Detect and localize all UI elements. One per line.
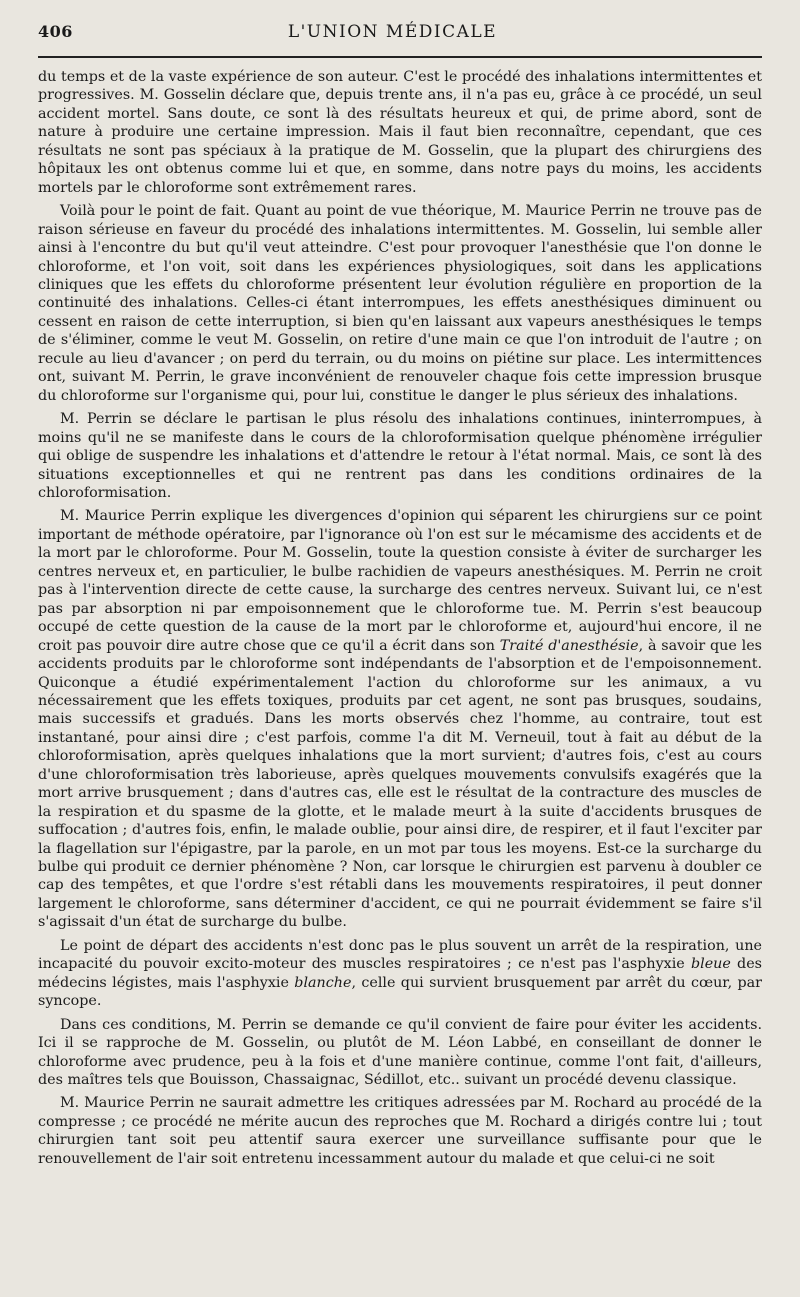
book-title: Traité d'anesthésie [499,637,639,654]
emphasis-bleue: bleue [690,956,731,973]
paragraph-text: des médecins légistes, mais l'asphyxie [38,956,762,991]
paragraph-5 [38,937,762,1011]
page-number: 406 [38,22,73,41]
paragraph-3 [38,410,762,502]
paragraph-4 [38,507,762,931]
paragraph-text: Le point de départ des accidents n'est donc pas le plus souvent un arrêt de la respiration, une incapacité du pouvoir excito-moteur des muscles respiratoires ; ce n'est pas l'asphyxie [38,937,762,973]
paragraph-text: Dans ces conditions, M. Perrin se demande ce qu'il convient de faire pour éviter les accidents. Ici il se rapproche de M. Gosselin, ou plutôt de M. Léon Labbé, en conseillant de donner le chloroforme avec prudence, peu à la fois et d'une manière continue, comme l'ont fait, d'ailleurs, des maîtres tels que Bouisson, Chassaignac, Sédillot, etc.. suivant un procédé devenu classique. [38,1016,762,1089]
running-head: L'UNION MÉDICALE [287,22,498,42]
paragraph-text: Voilà pour le point de fait. Quant au point de vue théorique, M. Maurice Perrin ne trouve pas de raison sérieuse en faveur du procédé des inhalations intermittentes. M. Gosselin, lui semble aller ainsi à l'encontre du but qu'il veut atteindre. C'est pour provoquer l'anesthésie que l'on donne le chloroforme, et l'on voit, soit dans les expériences physiologiques, soit dans les applications cliniques que les effets du chloroforme présentent leur évolution régulière en proportion de la continuité des inhalations. Celles-ci étant interrompues, les effets anesthésiques diminuent ou cessent en raison de cette interruption, si bien qu'en laissant aux vapeurs anesthésiques le temps de s'éliminer, comme le veut M. Gosselin, on retire d'une main ce que l'on introduit de l'autre ; on recule au lieu d'avancer ; on perd du terrain, ou du moins on piétine sur place. Les intermittences ont, suivant M. Perrin, le grave inconvénient de renouveler chaque fois cette impression brusque du chloroforme sur l'organisme qui, pour lui, constitue le danger le plus sérieux des inhalations. [38,203,762,404]
emphasis-blanche: blanche [294,974,352,991]
paragraph-1 [38,68,762,197]
paragraph-text: M. Perrin se déclare le partisan le plus résolu des inhalations continues, ininterrompues, à moins qu'il ne se manifeste dans le cours de la chloroformisation quelque phénomène irrégulier qui oblige de suspendre les inhalations et d'attendre le retour à l'état normal. Mais, ce sont là des situations exceptionnelles et qui ne rentrent pas dans les conditions ordinaires de la chloroformisation. [38,411,762,501]
paragraph-7 [38,1094,762,1168]
paragraph-text: , celle qui survient brusquement par arrêt du cœur, par syncope. [38,974,762,1010]
article-body [38,68,762,1168]
paragraph-text: M. Maurice Perrin explique les divergences d'opinion qui séparent les chirurgiens sur ce point important de méthode opératoire, par l'ignorance où l'on est sur le mécamisme des accidents et de la mort par le chloroforme. Pour M. Gosselin, toute la question consiste à éviter de surcharger les centres nerveux et, en particulier, le bulbe rachidien de vapeurs anesthésiques. M. Perrin ne croit pas à l'intervention directe de cette cause, la surcharge des centres nerveux. Suivant lui, ce n'est pas par absorption ni par empoisonnement que le chloroforme tue. M. Perrin s'est beaucoup occupé de cette question de la cause de la mort par le chloroforme et, aujourd'hui encore, il ne croit pas pouvoir dire autre chose que ce qu'il a écrit dans son [38,508,762,654]
paragraph-text: , à savoir que les accidents produits par le chloroforme sont indépendants de l'absorption et de l'empoisonnement. Quiconque a étudié expérimentalement l'action du chloroforme sur les animaux, a vu nécessairement que les effets toxiques, produits par cet agent, ne sont pas brusques, soudains, mais successifs et gradués. Dans les morts observés chez l'homme, au contraire, tout est instantané, pour ainsi dire ; c'est parfois, comme l'a dit M. Verneuil, tout à fait au début de la chloroformisation, après quelques inhalations que la mort survient; d'autres fois, c'est au cours d'une chloroformisation très laborieuse, après quelques mouvements convulsifs exagérés que la mort arrive brusquement ; dans d'autres cas, elle est le résultat de la contracture des muscles de la respiration et du spasme de la glotte, et le malade meurt à la suite d'accidents brusques de suffocation ; d'autres fois, enfin, le malade oublie, pour ainsi dire, de respirer, et il faut l'exciter par la flagellation sur l'épigastre, par la parole, en un mot par tous les moyens. Est-ce la surcharge du bulbe qui produit ce dernier phénomène ? Non, car lorsque le chirurgien est parvenu à doubler ce cap des tempêtes, et que l'ordre s'est rétabli dans les mouvements respiratoires, il peut donner largement le chloroforme, sans déterminer d'accident, ce qui ne pourrait évidemment se faire s'il s'agissait d'un état de surcharge du bulbe. [38,637,762,931]
page-header [38,22,762,58]
paragraph-2 [38,202,762,405]
paragraph-text: M. Maurice Perrin ne saurait admettre les critiques adressées par M. Rochard au procédé de la compresse ; ce procédé ne mérite aucun des reproches que M. Rochard a dirigés contre lui ; tout chirurgien tant soit peu attentif saura exercer une surveillance suffisante pour que le renouvellement de l'air soit entretenu incessamment autour du malade et que celui-ci ne soit [38,1095,762,1167]
paragraph-text: du temps et de la vaste expérience de son auteur. C'est le procédé des inhalations intermittentes et progressives. M. Gosselin déclare que, depuis trente ans, il n'a pas eu, grâce à ce procédé, un seul accident mortel. Sans doute, ce sont là des résultats heureux et qui, de prime abord, sont de nature à produire une certaine impression. Mais il faut bien reconnaître, cependant, que ces résultats ne sont pas spéciaux à la pratique de M. Gosselin, que la plupart des chirurgiens des hôpitaux les ont obtenus comme lui et que, en somme, dans notre pays du moins, les accidents mortels par le chloroforme sont extrêmement rares. [38,69,762,196]
paragraph-6 [38,1016,762,1090]
